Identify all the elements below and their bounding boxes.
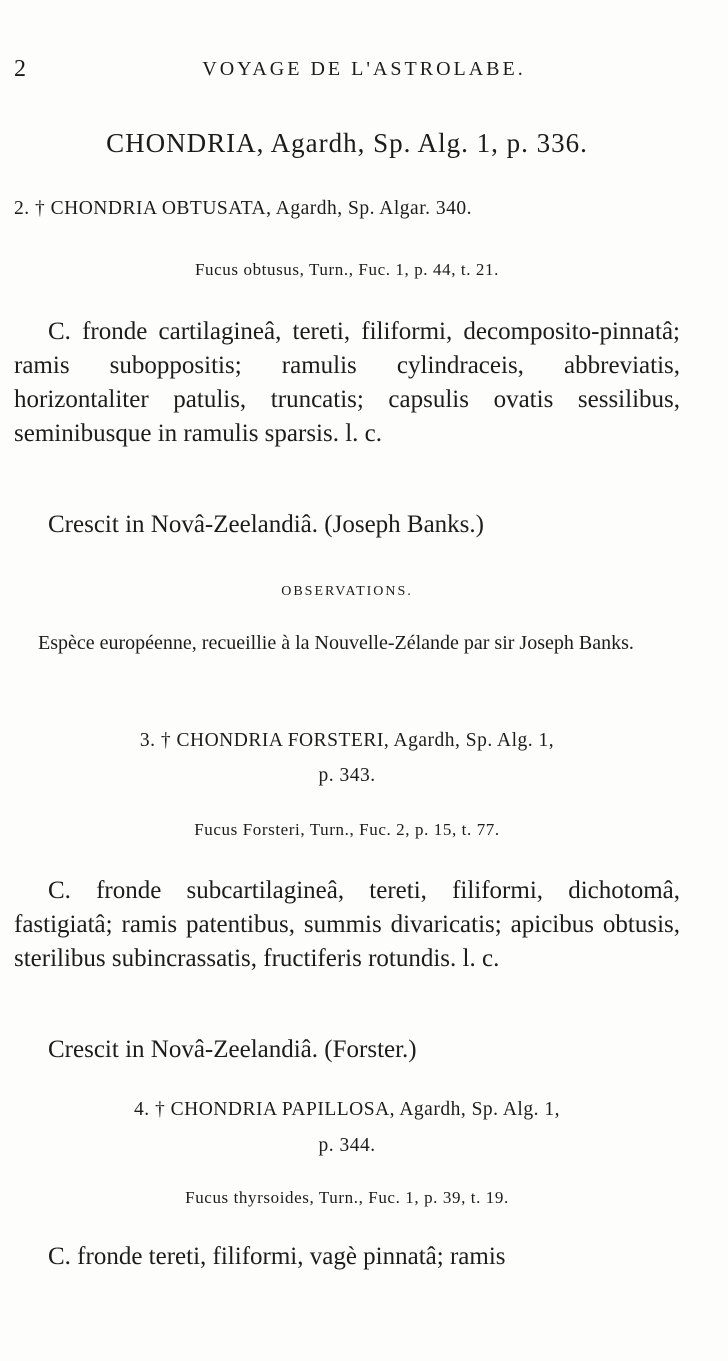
species-4-description — [14, 1240, 680, 1274]
species-2-habitat: Crescit in Novâ-Zeelandiâ. (Joseph Banks.) — [48, 511, 484, 538]
species-2-synonym: Fucus obtusus, Turn., Fuc. 1, p. 44, t. 21. — [195, 260, 499, 279]
running-head — [0, 56, 728, 86]
genus-heading: CHONDRIA, Agardh, Sp. Alg. 1, p. 336. — [106, 128, 588, 158]
observations-text — [14, 628, 680, 659]
species-4-heading-page: p. 344. — [318, 1135, 376, 1156]
species-3-heading-page: p. 343. — [318, 765, 376, 786]
species-4-heading: 4. † CHONDRIA PAPILLOSA, Agardh, Sp. Alg. 1, — [134, 1099, 560, 1120]
species-2-description-text: C. fronde cartilagineâ, tereti, filiformi, decomposito-pinnatâ; ramis suboppositis; ramulis cylindraceis, abbreviatis, horizontaliter patulis, truncatis; capsulis ovatis sessilibus, seminibusque in ramulis sparsis. l. c. — [14, 318, 680, 447]
species-3-description — [14, 874, 680, 976]
species-3-habitat: Crescit in Novâ-Zeelandiâ. (Forster.) — [48, 1036, 417, 1063]
species-4-description-text: C. fronde tereti, filiformi, vagè pinnatâ; ramis — [48, 1243, 506, 1270]
species-3-heading: 3. † CHONDRIA FORSTERI, Agardh, Sp. Alg. 1, — [139, 730, 555, 751]
page-number: 2 — [14, 56, 26, 82]
species-3-description-text: C. fronde subcartilagineâ, tereti, filiformi, dichotomâ, fastigiatâ; ramis patentibus, summis divaricatis; apicibus obtusis, sterilibus subincrassatis, fructiferis rotundis. l. c. — [14, 877, 680, 972]
observations-heading: OBSERVATIONS. — [281, 584, 413, 599]
species-3-synonym: Fucus Forsteri, Turn., Fuc. 2, p. 15, t. 77. — [194, 820, 500, 839]
running-title: VOYAGE DE L'ASTROLABE. — [202, 58, 526, 80]
species-4-synonym: Fucus thyrsoides, Turn., Fuc. 1, p. 39, t. 19. — [185, 1188, 509, 1207]
species-2-heading: 2. † CHONDRIA OBTUSATA, Agardh, Sp. Algar. 340. — [14, 198, 472, 219]
species-2-description — [14, 315, 680, 451]
observations-body: Espèce européenne, recueillie à la Nouvelle-Zélande par sir Joseph Banks. — [38, 632, 634, 654]
